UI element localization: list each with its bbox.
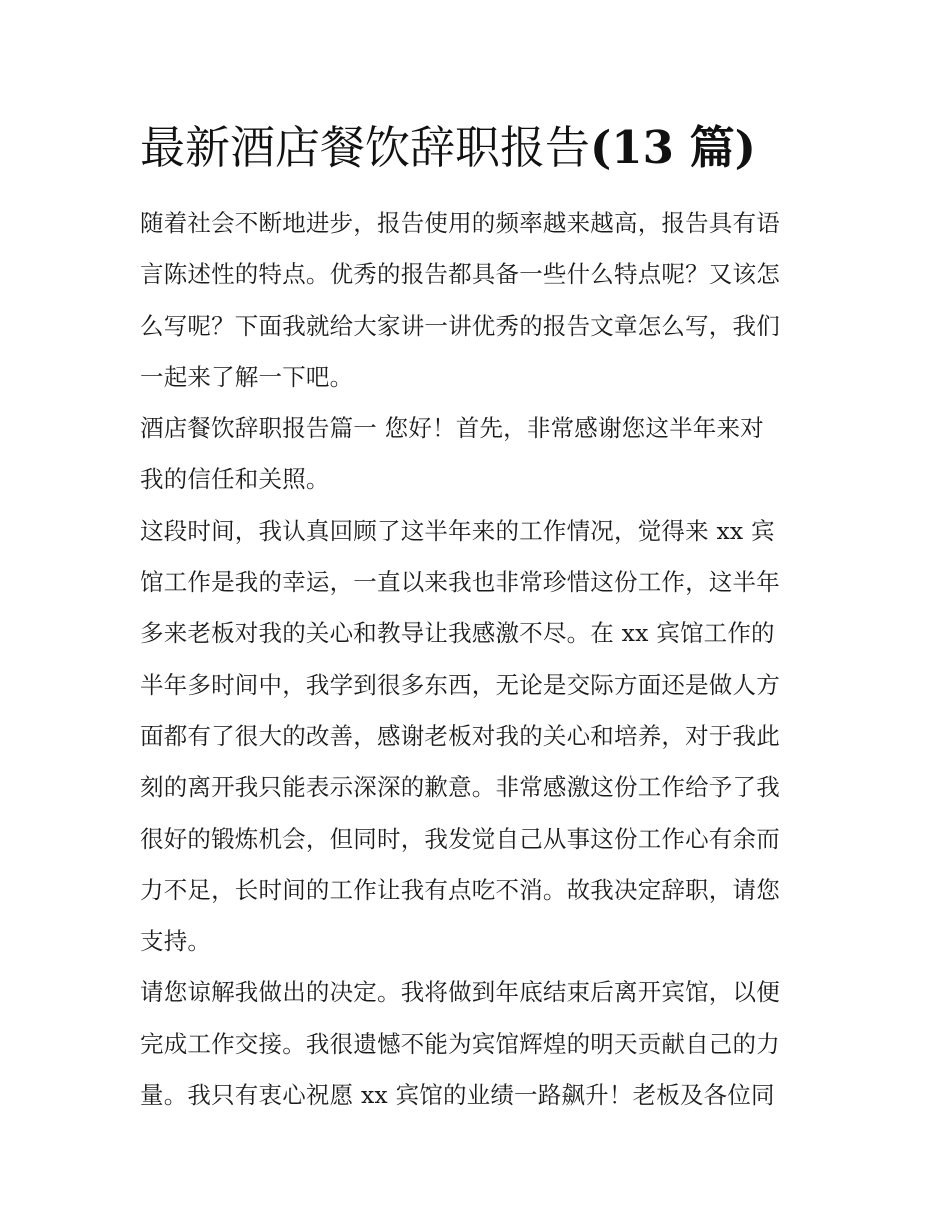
body-line: 馆工作是我的幸运，一直以来我也非常珍惜这份工作，这半年 <box>140 568 780 597</box>
body-line: 很好的锻炼机会，但同时，我发觉自己从事这份工作心有余而 <box>140 824 780 853</box>
title-count: (13 篇) <box>590 121 756 174</box>
title-main: 最新酒店餐饮辞职报告 <box>140 121 591 174</box>
body-line: 请您谅解我做出的决定。我将做到年底结束后离开宾馆，以便 <box>140 978 780 1007</box>
body-line: 力不足，长时间的工作让我有点吃不消。故我决定辞职，请您 <box>140 875 780 904</box>
document-body <box>140 198 820 1121</box>
body-line: 酒店餐饮辞职报告篇一 您好！首先，非常感谢您这半年来对 <box>140 414 764 443</box>
body-line: 言陈述性的特点。优秀的报告都具备一些什么特点呢？又该怎 <box>140 260 780 289</box>
document-title <box>140 118 756 178</box>
body-line: 这段时间，我认真回顾了这半年来的工作情况，觉得来 xx 宾 <box>140 516 775 545</box>
body-line: 多来老板对我的关心和教导让我感激不尽。在 xx 宾馆工作的 <box>140 619 775 648</box>
body-line: 半年多时间中，我学到很多东西，无论是交际方面还是做人方 <box>140 670 780 699</box>
body-line: 刻的离开我只能表示深深的歉意。非常感激这份工作给予了我 <box>140 773 780 802</box>
body-line: 随着社会不断地进步，报告使用的频率越来越高，报告具有语 <box>140 209 780 237</box>
body-line: 我的信任和关照。 <box>140 465 330 494</box>
body-line: 面都有了很大的改善，感谢老板对我的关心和培养，对于我此 <box>140 721 780 750</box>
body-line: 量。我只有衷心祝愿 xx 宾馆的业绩一路飙升！老板及各位同 <box>140 1081 775 1110</box>
body-line: 一起来了解一下吧。 <box>140 362 354 391</box>
body-line: 支持。 <box>140 927 212 956</box>
body-line: 么写呢？下面我就给大家讲一讲优秀的报告文章怎么写，我们 <box>140 311 780 340</box>
body-line: 完成工作交接。我很遗憾不能为宾馆辉煌的明天贡献自己的力 <box>140 1029 780 1058</box>
